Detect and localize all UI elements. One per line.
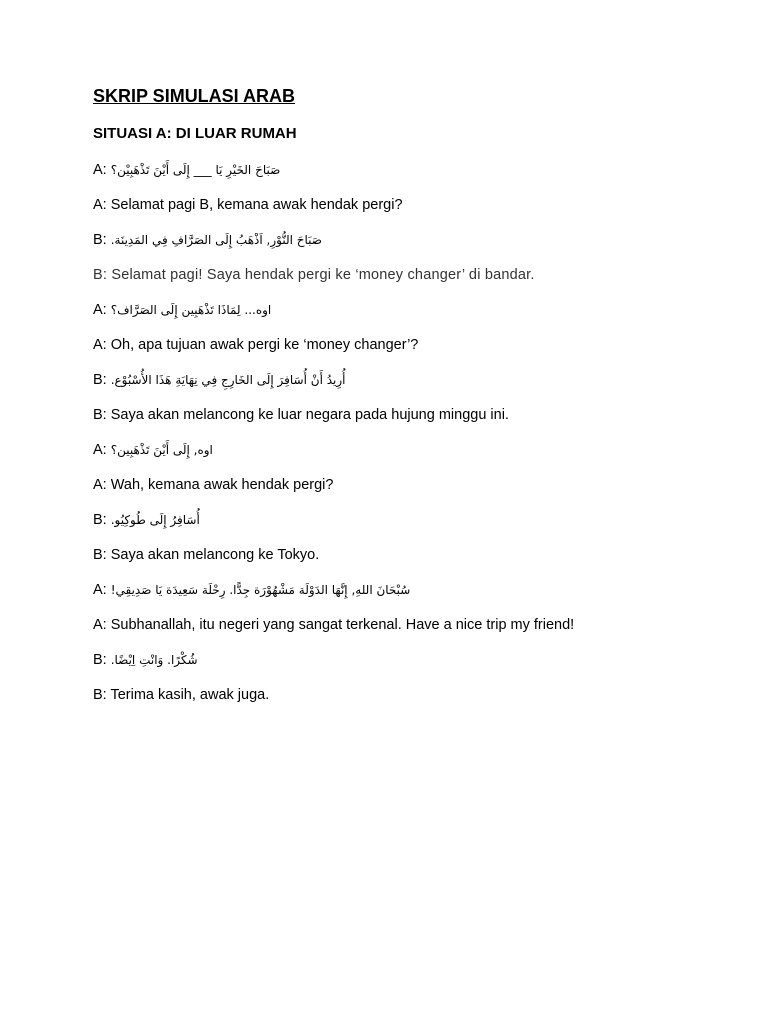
arabic-text: اوه, إِلَى أَيْنَ تَذْهَبِين؟ [110,443,213,457]
dialogue-line-arabic [93,300,271,320]
dialogue-line-arabic [93,580,410,600]
arabic-text: أُسَافِرُ إِلَى طُوكِيُو. [110,513,200,527]
dialogue-line-translation: A: Wah, kemana awak hendak pergi? [93,477,334,493]
speaker-label: A: [93,442,107,458]
dialogue-line-translation: B: Saya akan melancong ke Tokyo. [93,547,320,563]
dialogue-line-translation: B: Selamat pagi! Saya hendak pergi ke ‘money changer’ di bandar. [93,267,535,283]
arabic-text: صَبَاحَ النُّوْرِ, اَذْهَبُ إِلَى الصَرَّافِ فِي المَدِينَة. [110,233,322,247]
dialogue-line-arabic [93,510,200,530]
speaker-label: B: [93,372,107,388]
arabic-text: أُرِيدُ أَنْ أُسَافِرَ إِلَى الخَارِجِ فِي نِهَايَةِ هَذَا الأُسْبُوْع. [110,373,346,387]
arabic-text: سُبْحَانَ اللهِ, إِنَّهَا الدَوْلَة مَشْهُوْرَة جِدًّا. رِحْلَة سَعِيدَة يَا صَدِيقِي! [110,583,411,597]
dialogue-line-arabic [93,440,213,460]
speaker-label: A: [93,582,107,598]
arabic-text: اوه... لِمَاذَا تَذْهَبِين إِلَى الصَرَّاف؟ [110,303,272,317]
dialogue-line-translation: A: Oh, apa tujuan awak pergi ke ‘money changer’? [93,337,419,353]
document-title: SKRIP SIMULASI ARAB [93,86,296,106]
dialogue-line-translation: B: Saya akan melancong ke luar negara pada hujung minggu ini. [93,407,509,423]
speaker-label: A: [93,302,107,318]
speaker-label: B: [93,652,107,668]
dialogue-line-translation: A: Selamat pagi B, kemana awak hendak pergi? [93,197,403,213]
dialogue-line-translation: B: Terima kasih, awak juga. [93,687,270,703]
section-heading: SITUASI A: DI LUAR RUMAH [93,125,297,142]
dialogue-line-arabic [93,370,346,390]
dialogue-line-translation: A: Subhanallah, itu negeri yang sangat terkenal. Have a nice trip my friend! [93,617,575,633]
speaker-label: B: [93,512,107,528]
arabic-text: صَبَاحَ الخَيْرِ يَا ___ إِلَى أَيْنَ تَذْهَبِيْن؟ [110,163,281,177]
dialogue-line-arabic [93,160,280,180]
speaker-label: B: [93,232,107,248]
arabic-text: شُكْرًا. وَانْتِ اِيْضًا. [110,653,198,667]
dialogue-line-arabic [93,230,322,250]
speaker-label: A: [93,162,107,178]
dialogue-line-arabic [93,650,198,670]
